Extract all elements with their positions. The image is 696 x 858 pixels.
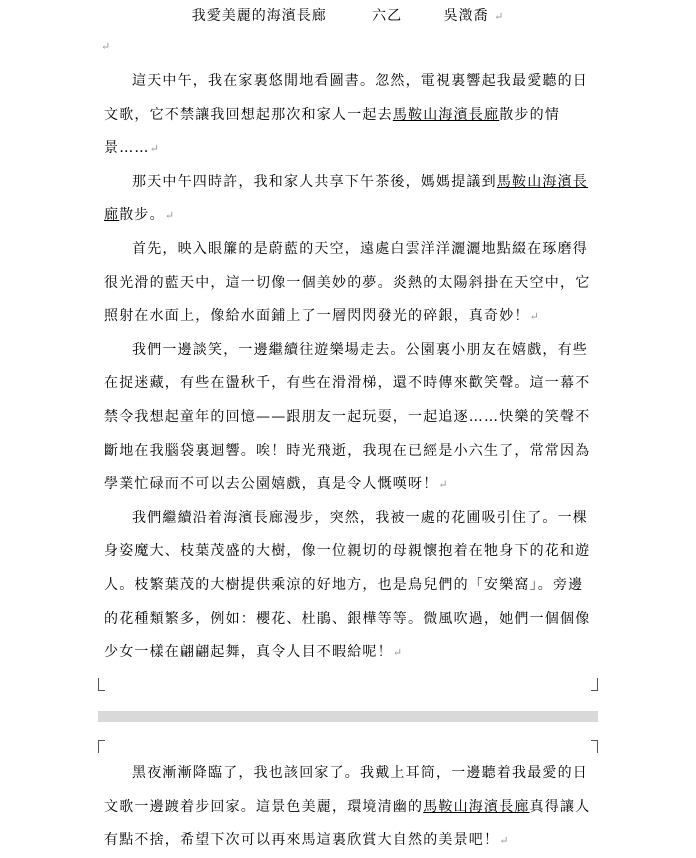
page-break-gap bbox=[98, 711, 598, 722]
paragraph-mark-icon: ↵ bbox=[149, 142, 161, 156]
paragraph-mark-icon: ↵ bbox=[392, 646, 404, 660]
paragraph-2: 那天中午四時許，我和家人共享下午茶後，媽媽提議到馬鞍山海濱長廊散步。↵ bbox=[104, 173, 589, 224]
paragraph-6: 黑夜漸漸降臨了，我也該回家了。我戴上耳筒，一邊聽着我最愛的日文歌一邊踱着步回家。這景色美麗，環境清幽的馬鞍山海濱長廊真得讓人有點不捨，希望下次可以再來馬這裏欣賞大自然的美景吧！↵ bbox=[104, 765, 591, 849]
paragraph-4: 我們一邊談笑，一邊繼續往遊樂場走去。公園裏小朋友在嬉戲，有些在捉迷藏，有些在盪秋千，有些在滑滑梯，還不時傳來歡笑聲。這一幕不禁令我想起童年的回憶——跟朋友一起玩耍，一起追逐……快樂的笑聲不斷地在我腦袋裏迴響。唉！時光飛逝，我現在已經是小六生了，常常因為學業忙碌而不可以去公園嬉戲，真是令人慨嘆呀！↵ bbox=[104, 341, 591, 493]
paragraph-mark-icon: ↵ bbox=[101, 40, 111, 53]
paragraph-mark-icon: ↵ bbox=[499, 834, 510, 848]
paragraph-mark-icon: ↵ bbox=[529, 310, 541, 324]
place-link: 馬鞍山海濱長廊 bbox=[104, 173, 589, 224]
paragraph-mark-icon: ↵ bbox=[494, 10, 505, 23]
page-2-body bbox=[104, 757, 591, 858]
paragraph-3: 首先，映入眼簾的是蔚藍的天空，遠處白雲洋洋灑灑地點綴在琢磨得很光滑的藍天中，這一切像一個美妙的夢。炎熱的太陽斜掛在天空中，它照射在水面上，像給水面鋪上了一層閃閃發光的碎銀，真奇妙！↵ bbox=[104, 240, 591, 325]
page-1-body bbox=[104, 65, 591, 670]
page-corner-bottom-left bbox=[98, 678, 105, 691]
paragraph-mark-icon: ↵ bbox=[438, 478, 449, 492]
page-corner-top-left bbox=[98, 740, 105, 753]
document-title bbox=[0, 5, 696, 25]
paragraph-mark-icon: ↵ bbox=[164, 209, 176, 223]
page-corner-top-right bbox=[591, 740, 598, 753]
author-name: 吳澂喬 bbox=[443, 8, 489, 24]
paragraph-5: 我們繼續沿着海濱長廊漫步，突然，我被一處的花圃吸引住了。一棵身姿魔大、枝葉茂盛的大樹，像一位親切的母親懷抱着在牠身下的花和遊人。枝繁葉茂的大樹提供乘涼的好地方，也是鳥兒們的「安樂窩」。旁邊的花種類繁多，例如：櫻花、杜鵑、銀樺等等。微風吹過，她們一個個像少女一樣在翩翩起舞，真令人目不暇給呢！↵ bbox=[104, 509, 591, 661]
paragraph-1: 這天中午，我在家裏悠閒地看圖書。忽然，電視裏響起我最愛聽的日文歌，它不禁讓我回想起那次和家人一起去馬鞍山海濱長廊散步的情景……↵ bbox=[104, 73, 588, 157]
place-link: 馬鞍山海濱長廊 bbox=[392, 106, 500, 123]
place-link: 馬鞍山海濱長廊 bbox=[423, 798, 530, 815]
page-corner-bottom-right bbox=[591, 678, 598, 691]
essay-title: 我愛美麗的海濱長廊 bbox=[191, 8, 327, 24]
class-name: 六乙 bbox=[372, 8, 403, 24]
